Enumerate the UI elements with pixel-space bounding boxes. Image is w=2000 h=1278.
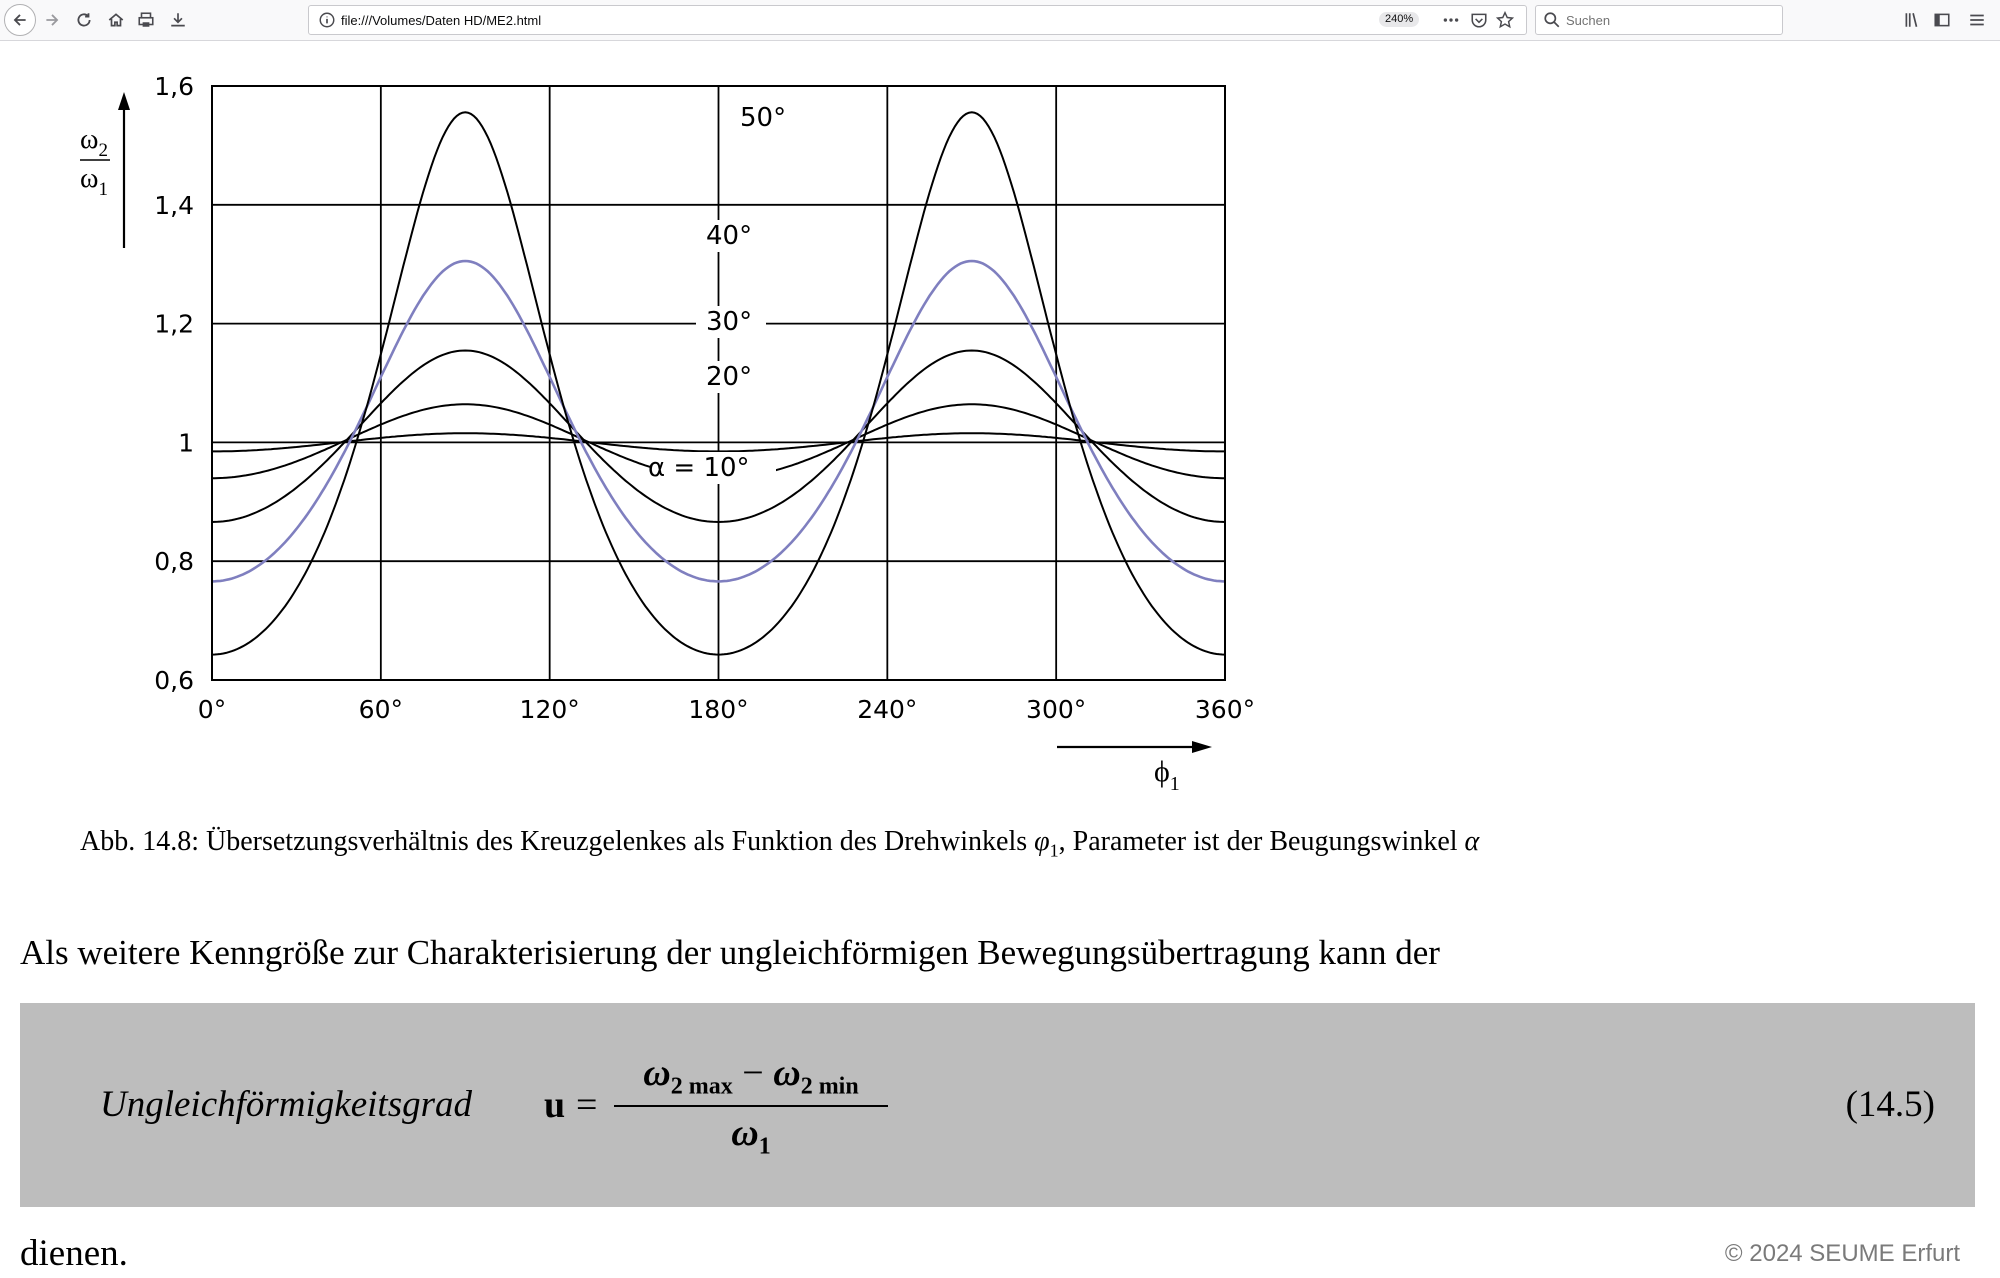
reload-icon[interactable] (72, 8, 96, 32)
y-tick-label: 1,2 (154, 309, 194, 339)
home-icon[interactable] (104, 8, 128, 32)
curve-label-30: 30° (706, 307, 753, 337)
caption-phi-sub: 1 (1049, 840, 1059, 861)
equation-number: (14.5) (1845, 1084, 1935, 1125)
formula-denominator: $\omega_1$ (731, 1111, 771, 1160)
bookmark-star-icon[interactable] (1493, 8, 1517, 32)
x-tick-label: 300° (1026, 695, 1087, 724)
library-icon[interactable] (1900, 8, 1924, 32)
more-icon[interactable] (1439, 8, 1463, 32)
curve-label-50: 50° (740, 103, 787, 133)
x-tick-label: 180° (688, 695, 749, 724)
formula-fraction (614, 1051, 888, 1160)
closing-text: dienen. (20, 1233, 128, 1274)
download-icon[interactable] (166, 8, 190, 32)
search-icon (1540, 8, 1564, 32)
info-icon[interactable] (315, 8, 339, 32)
x-tick-label: 0° (197, 695, 227, 724)
y-axis-label (80, 92, 130, 248)
formula-numerator: $\omega_{2 max} - \omega_{2 min}$ (614, 1051, 888, 1107)
print-icon[interactable] (134, 8, 158, 32)
velocity-ratio-chart (0, 40, 1300, 810)
y-label-denominator: $\omega_1$ (80, 163, 108, 200)
pocket-icon[interactable] (1467, 8, 1491, 32)
search-bar[interactable] (1535, 5, 1783, 35)
curve-label-20: 20° (706, 362, 753, 392)
y-axis-arrow-head (118, 92, 130, 110)
sidebar-icon[interactable] (1930, 8, 1954, 32)
back-icon[interactable] (4, 4, 36, 36)
menu-icon[interactable] (1965, 8, 1989, 32)
url-bar[interactable] (308, 5, 1527, 35)
zoom-indicator[interactable]: 240% (1379, 12, 1419, 27)
x-tick-label: 120° (519, 695, 580, 724)
url-text: file:///Volumes/Daten HD/ME2.html (341, 13, 542, 28)
search-placeholder: Suchen (1566, 13, 1611, 28)
y-tick-label: 1,4 (154, 190, 194, 220)
x-tick-label: 360° (1194, 695, 1256, 724)
x-axis-label (1057, 741, 1212, 795)
body-paragraph: Als weitere Kenngröße zur Charakterisierung der ungleichförmigen Bewegungsübertragung kann der (20, 933, 1440, 972)
copyright-notice: © 2024 SEUME Erfurt (1724, 1240, 1960, 1267)
caption-middle: , Parameter ist der Beugungswinkel (1058, 826, 1465, 857)
formula-equals: = (576, 1084, 598, 1126)
figure-caption (80, 826, 1479, 862)
formula-symbol: u (544, 1084, 566, 1126)
y-label-numerator: $\omega_2$ (80, 124, 108, 161)
chart-curve-labels (648, 102, 800, 484)
y-tick-label: 0,6 (154, 666, 194, 695)
curve-label-40: 40° (706, 221, 753, 251)
caption-phi: φ (1034, 826, 1050, 857)
x-tick-label: 240° (857, 695, 918, 724)
x-label-text: $\phi_1$ (1154, 755, 1180, 795)
formula-box (20, 1003, 1975, 1207)
y-tick-label: 1,6 (154, 72, 194, 101)
x-axis-arrow-head (1192, 741, 1212, 753)
formula-name: Ungleichförmigkeitsgrad (100, 1084, 473, 1125)
forward-icon[interactable] (40, 8, 64, 32)
curve-label-10: α = 10° (648, 453, 750, 483)
browser-toolbar (0, 0, 2000, 41)
chart-ticks (154, 72, 1255, 724)
y-tick-label: 1 (178, 428, 194, 458)
caption-alpha: α (1464, 826, 1480, 857)
x-tick-label: 60° (358, 695, 403, 724)
y-tick-label: 0,8 (154, 547, 194, 577)
caption-prefix: Abb. 14.8: Übersetzungsverhältnis des Kreuzgelenkes als Funktion des Drehwinkels (80, 826, 1035, 857)
